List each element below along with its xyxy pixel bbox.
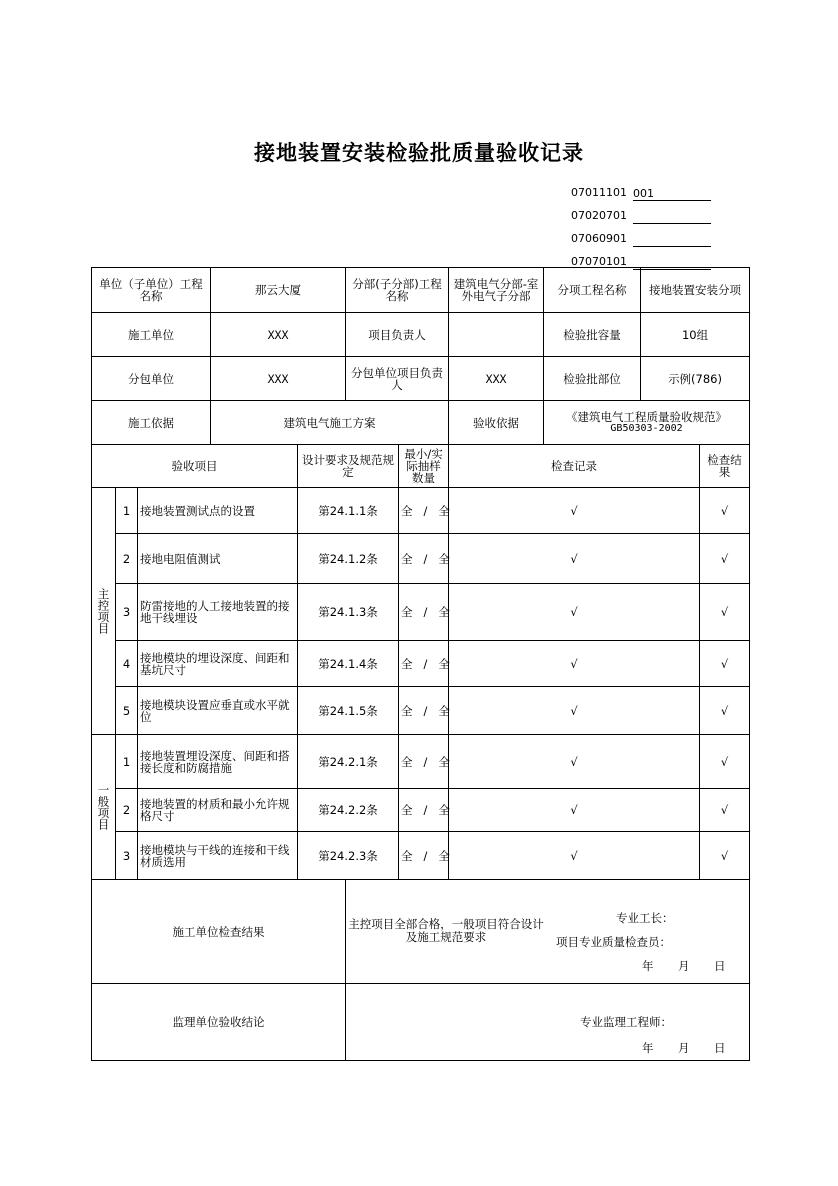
sub-pm-label: 分包单位项目负责人 bbox=[346, 357, 449, 401]
capacity-label: 检验批容量 bbox=[544, 313, 641, 357]
sample-min: 全 bbox=[401, 754, 413, 769]
supervisor-year: 年 bbox=[642, 1041, 654, 1055]
item-name: 接地电阻值测试 bbox=[138, 534, 298, 584]
sample-sep: / bbox=[423, 656, 428, 671]
item-no: 3 bbox=[116, 832, 138, 880]
contractor-check-area[interactable] bbox=[346, 880, 750, 984]
sub-pm-value[interactable]: XXX bbox=[449, 357, 544, 401]
item-result[interactable]: √ bbox=[700, 641, 750, 687]
division-value[interactable]: 建筑电气分部-室外电气子分部 bbox=[449, 268, 544, 313]
code-suffix[interactable]: 001 bbox=[633, 186, 711, 201]
item-sample[interactable] bbox=[399, 584, 449, 641]
contractor-conclusion: 主控项目全部合格，一般项目符合设计及施工规范要求 bbox=[348, 917, 544, 944]
item-clause: 第24.1.2条 bbox=[298, 534, 399, 584]
code-number: 07060901 bbox=[571, 232, 627, 245]
code-line bbox=[571, 201, 711, 224]
item-sample[interactable] bbox=[399, 641, 449, 687]
item-no: 3 bbox=[116, 584, 138, 641]
item-clause: 第24.2.3条 bbox=[298, 832, 399, 880]
item-no: 1 bbox=[116, 488, 138, 534]
table-row bbox=[92, 735, 750, 789]
item-no: 2 bbox=[116, 534, 138, 584]
col-result: 检查结果 bbox=[700, 445, 750, 488]
item-sample[interactable] bbox=[399, 534, 449, 584]
item-result[interactable]: √ bbox=[700, 832, 750, 880]
item-no: 2 bbox=[116, 789, 138, 832]
sample-sep: / bbox=[423, 754, 428, 769]
contractor-check-row bbox=[92, 880, 750, 984]
item-name: 接地模块的埋设深度、间距和基坑尺寸 bbox=[138, 641, 298, 687]
sample-actual: 全 bbox=[438, 803, 450, 817]
item-record[interactable]: √ bbox=[449, 687, 700, 735]
table-row bbox=[92, 584, 750, 641]
contractor-check-label: 施工单位检查结果 bbox=[92, 880, 346, 984]
table-row bbox=[92, 534, 750, 584]
inspector-label: 项目专业质量检查员： bbox=[556, 935, 672, 949]
sub-item-label: 分项工程名称 bbox=[544, 268, 641, 313]
page-title: 接地装置安装检验批质量验收记录 bbox=[254, 140, 584, 165]
item-record[interactable]: √ bbox=[449, 488, 700, 534]
contractor-year: 年 bbox=[642, 959, 654, 973]
supervisor-day: 日 bbox=[714, 1041, 726, 1055]
sample-sep: / bbox=[423, 703, 428, 718]
table-row bbox=[92, 488, 750, 534]
sample-min: 全 bbox=[401, 551, 413, 566]
table-row bbox=[92, 687, 750, 735]
main-section-label: 主控项目 bbox=[92, 488, 116, 735]
sample-actual: 全 bbox=[438, 703, 450, 718]
inspection-form bbox=[91, 267, 750, 1061]
item-name: 接地装置的材质和最小允许规格尺寸 bbox=[138, 789, 298, 832]
item-record[interactable]: √ bbox=[449, 641, 700, 687]
header-row bbox=[92, 357, 750, 401]
item-record[interactable]: √ bbox=[449, 832, 700, 880]
basis-label: 施工依据 bbox=[92, 401, 211, 445]
pm-value[interactable] bbox=[449, 313, 544, 357]
location-label: 检验批部位 bbox=[544, 357, 641, 401]
table-row bbox=[92, 789, 750, 832]
contractor-label: 施工单位 bbox=[92, 313, 211, 357]
item-record[interactable]: √ bbox=[449, 789, 700, 832]
code-number: 07011101 bbox=[571, 186, 627, 199]
code-line bbox=[571, 224, 711, 247]
code-number: 07020701 bbox=[571, 209, 627, 222]
item-result[interactable]: √ bbox=[700, 687, 750, 735]
sample-min: 全 bbox=[401, 703, 413, 718]
code-suffix[interactable] bbox=[633, 232, 711, 247]
col-design: 设计要求及规范规定 bbox=[298, 445, 399, 488]
contractor-value[interactable]: XXX bbox=[211, 313, 346, 357]
sample-min: 全 bbox=[401, 503, 413, 518]
sample-actual: 全 bbox=[438, 656, 450, 671]
acceptance-value[interactable] bbox=[544, 401, 750, 445]
item-result[interactable]: √ bbox=[700, 735, 750, 789]
sample-min: 全 bbox=[401, 605, 413, 619]
sub-item-value[interactable]: 接地装置安装分项 bbox=[641, 268, 750, 313]
item-no: 4 bbox=[116, 641, 138, 687]
code-line bbox=[571, 178, 711, 201]
acceptance-label: 验收依据 bbox=[449, 401, 544, 445]
item-name: 接地模块设置应垂直或水平就位 bbox=[138, 687, 298, 735]
sample-min: 全 bbox=[401, 848, 413, 863]
table-row bbox=[92, 641, 750, 687]
table-row bbox=[92, 832, 750, 880]
sample-actual: 全 bbox=[438, 551, 450, 566]
item-record[interactable]: √ bbox=[449, 735, 700, 789]
col-item: 验收项目 bbox=[92, 445, 298, 488]
item-result[interactable]: √ bbox=[700, 584, 750, 641]
item-no: 1 bbox=[116, 735, 138, 789]
supervisor-engineer-label: 专业监理工程师： bbox=[580, 1015, 673, 1029]
item-clause: 第24.2.2条 bbox=[298, 789, 399, 832]
sample-sep: / bbox=[423, 848, 428, 863]
column-header-row bbox=[92, 445, 750, 488]
header-row bbox=[92, 268, 750, 313]
item-record[interactable]: √ bbox=[449, 584, 700, 641]
header-row bbox=[92, 313, 750, 357]
item-clause: 第24.1.3条 bbox=[298, 584, 399, 641]
item-clause: 第24.1.5条 bbox=[298, 687, 399, 735]
item-name: 接地装置埋设深度、间距和搭接长度和防腐措施 bbox=[138, 735, 298, 789]
sample-sep: / bbox=[423, 503, 428, 518]
sample-actual: 全 bbox=[438, 848, 450, 863]
item-sample[interactable] bbox=[399, 789, 449, 832]
unit-value[interactable]: 那云大厦 bbox=[211, 268, 346, 313]
code-suffix[interactable] bbox=[633, 209, 711, 224]
supervisor-check-area[interactable] bbox=[346, 984, 750, 1061]
item-clause: 第24.1.1条 bbox=[298, 488, 399, 534]
item-clause: 第24.1.4条 bbox=[298, 641, 399, 687]
item-name: 接地模块与干线的连接和干线材质选用 bbox=[138, 832, 298, 880]
sample-actual: 全 bbox=[438, 503, 450, 518]
item-record[interactable]: √ bbox=[449, 534, 700, 584]
contractor-month: 月 bbox=[678, 959, 690, 973]
item-clause: 第24.2.1条 bbox=[298, 735, 399, 789]
acceptance-code: GB50303-2002 bbox=[610, 422, 683, 434]
division-label: 分部(子分部)工程名称 bbox=[346, 268, 449, 313]
item-result[interactable]: √ bbox=[700, 789, 750, 832]
sample-actual: 全 bbox=[438, 605, 450, 619]
supervisor-check-label: 监理单位验收结论 bbox=[92, 984, 346, 1061]
sample-sep: / bbox=[423, 803, 428, 817]
item-sample[interactable] bbox=[399, 832, 449, 880]
item-no: 5 bbox=[116, 687, 138, 735]
item-result[interactable]: √ bbox=[700, 488, 750, 534]
general-section-label: 一般项目 bbox=[92, 735, 116, 880]
sample-actual: 全 bbox=[438, 754, 450, 769]
item-name: 防雷接地的人工接地装置的接地干线埋设 bbox=[138, 584, 298, 641]
pm-label: 项目负责人 bbox=[346, 313, 449, 357]
code-number: 07070101 bbox=[571, 255, 627, 268]
batch-codes bbox=[571, 178, 711, 270]
supervisor-check-row bbox=[92, 984, 750, 1061]
sample-min: 全 bbox=[401, 803, 413, 817]
col-sample: 最小/实际抽样数量 bbox=[399, 445, 449, 488]
subcontractor-value[interactable]: XXX bbox=[211, 357, 346, 401]
basis-value[interactable]: 建筑电气施工方案 bbox=[211, 401, 449, 445]
sample-sep: / bbox=[423, 551, 428, 566]
acceptance-standard: 《建筑电气工程质量验收规范》 bbox=[566, 409, 728, 424]
item-name: 接地装置测试点的设置 bbox=[138, 488, 298, 534]
subcontractor-label: 分包单位 bbox=[92, 357, 211, 401]
unit-label: 单位（子单位）工程名称 bbox=[92, 268, 211, 313]
item-sample[interactable] bbox=[399, 687, 449, 735]
foreman-label: 专业工长： bbox=[616, 911, 674, 925]
supervisor-month: 月 bbox=[678, 1041, 690, 1055]
header-row bbox=[92, 401, 750, 445]
sample-sep: / bbox=[423, 605, 428, 619]
col-record: 检查记录 bbox=[449, 445, 700, 488]
contractor-day: 日 bbox=[714, 959, 726, 973]
capacity-value[interactable]: 10组 bbox=[641, 313, 750, 357]
sample-min: 全 bbox=[401, 656, 413, 671]
item-result[interactable]: √ bbox=[700, 534, 750, 584]
item-sample[interactable] bbox=[399, 735, 449, 789]
item-sample[interactable] bbox=[399, 488, 449, 534]
location-value[interactable]: 示例(786) bbox=[641, 357, 750, 401]
